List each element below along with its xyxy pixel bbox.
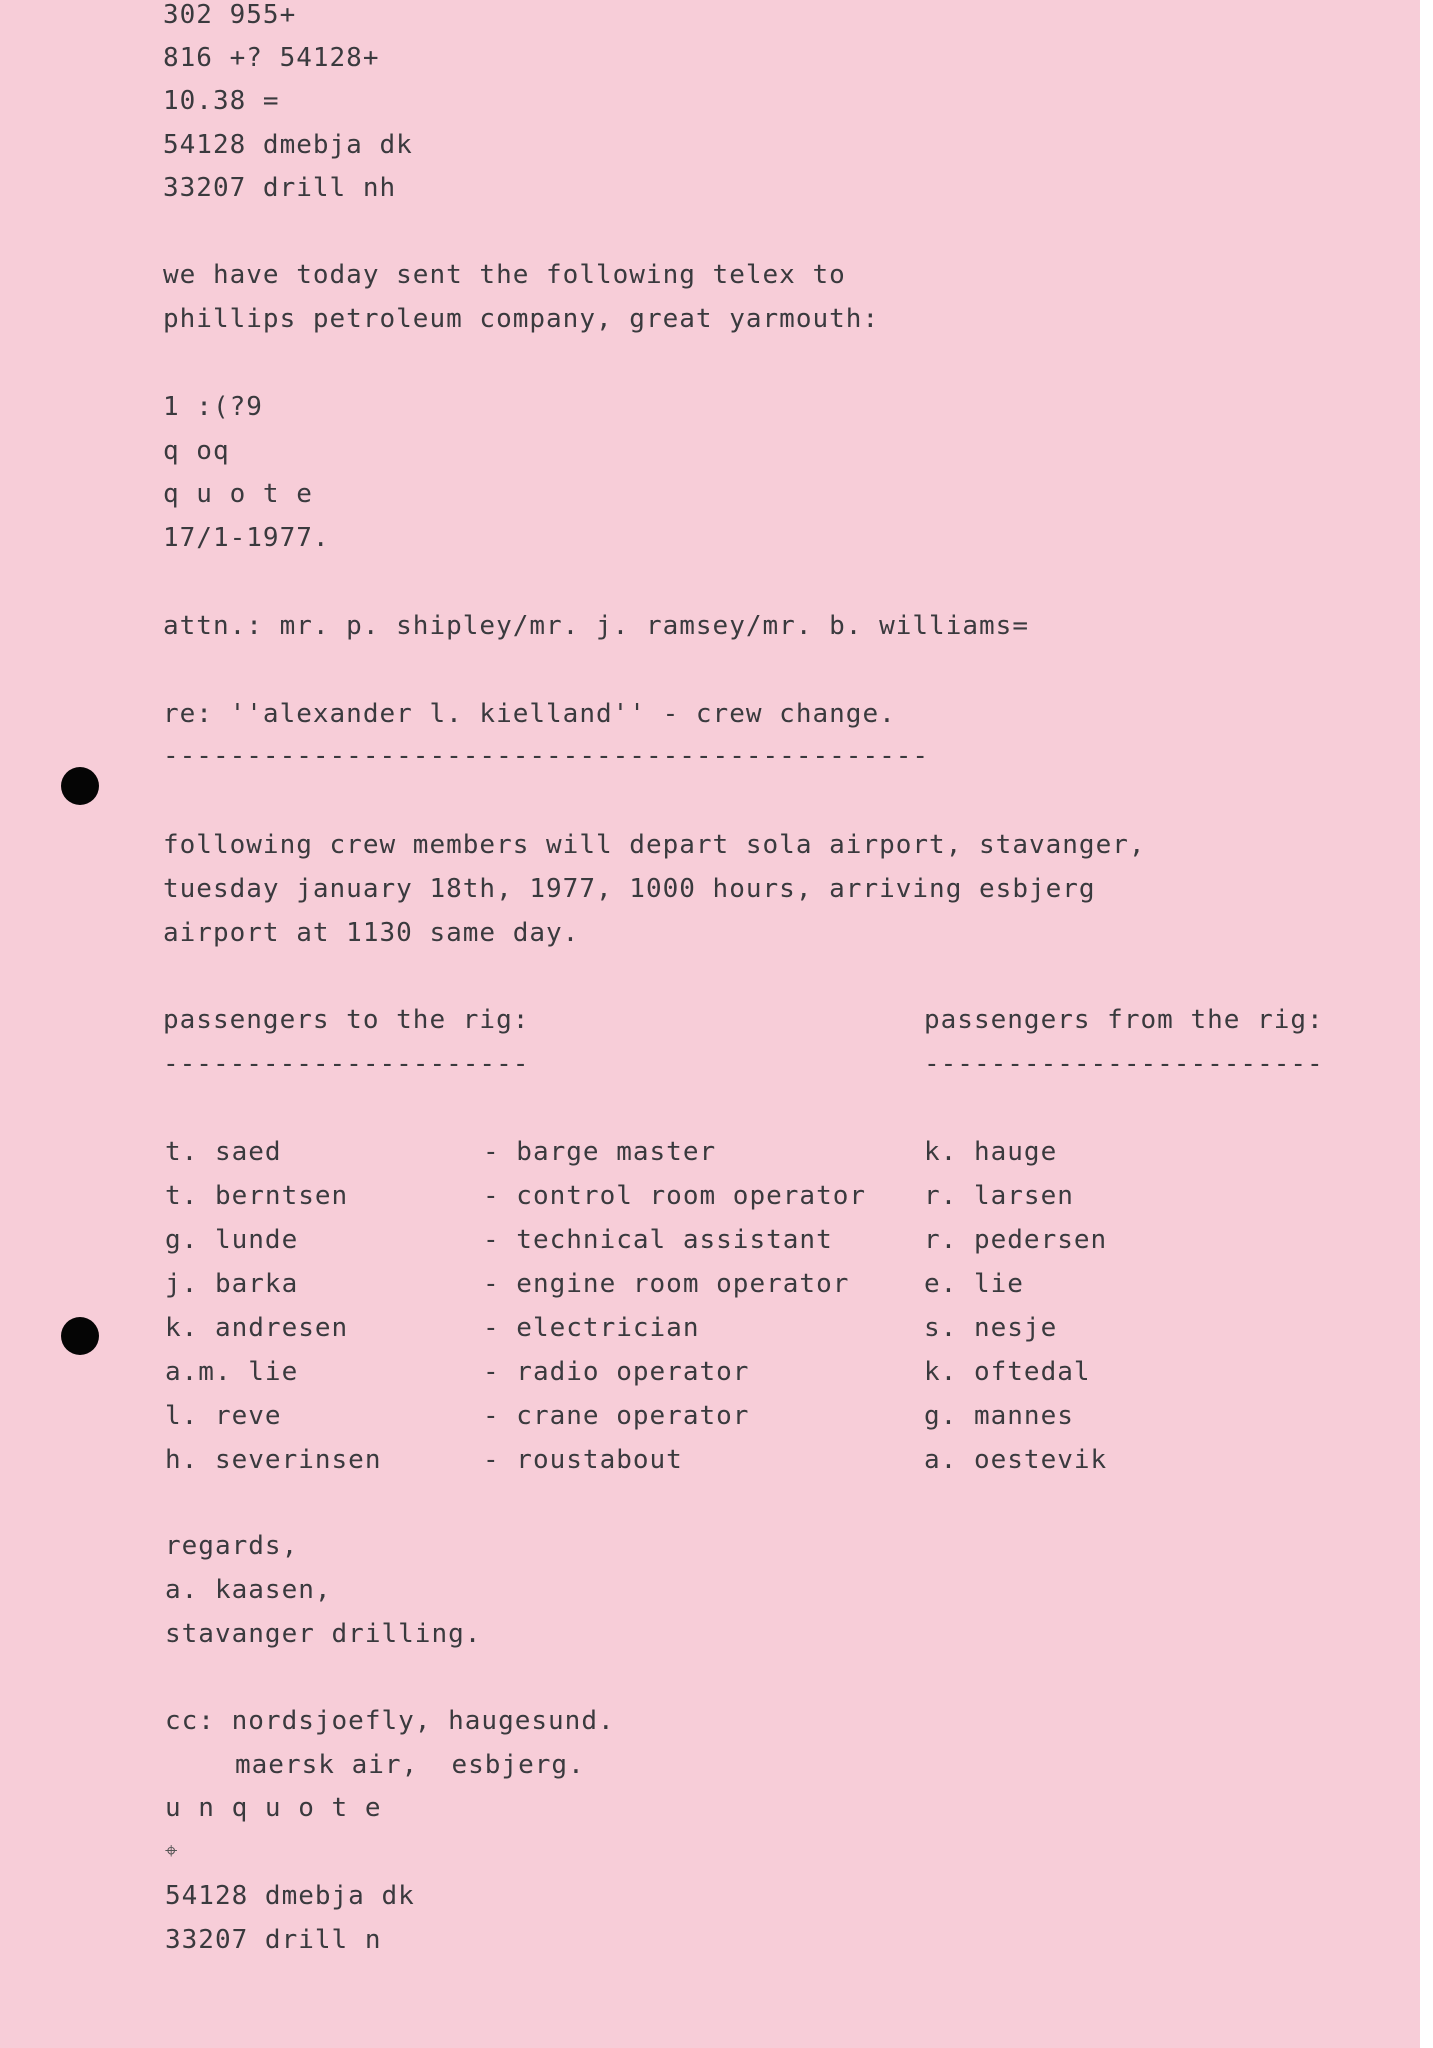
crew-to-name: k. andresen [165, 1313, 349, 1343]
crew-to-name: t. saed [165, 1137, 282, 1167]
crew-role: - engine room operator [483, 1269, 850, 1299]
preamble-line-1: 1 :(?9 [163, 392, 263, 422]
crosshair-symbol-icon: ⌖ [165, 1839, 179, 1864]
preamble-quote: q u o t e [163, 479, 313, 509]
crew-to-name: a.m. lie [165, 1357, 299, 1387]
passengers-from-underline: ------------------------ [924, 1049, 1324, 1079]
closing-regards: regards, [165, 1531, 299, 1561]
crew-role: - crane operator [483, 1401, 750, 1431]
passengers-from-header: passengers from the rig: [924, 1005, 1324, 1035]
unquote-line: u n q u o t e [165, 1793, 382, 1823]
crew-role: - barge master [483, 1137, 717, 1167]
crew-from-name: r. pedersen [924, 1225, 1108, 1255]
body-line-3: airport at 1130 same day. [163, 918, 580, 948]
closing-company: stavanger drilling. [165, 1619, 482, 1649]
preamble-line-2: q oq [163, 436, 230, 466]
crew-to-name: l. reve [165, 1401, 282, 1431]
crew-role: - radio operator [483, 1357, 750, 1387]
header-line-2: 816 +? 54128+ [163, 43, 380, 73]
passengers-to-header: passengers to the rig: [163, 1005, 530, 1035]
cc-line-2: maersk air, esbjerg. [235, 1750, 585, 1780]
intro-line-1: we have today sent the following telex to [163, 260, 846, 290]
crew-from-name: g. mannes [924, 1401, 1074, 1431]
cc-line-1: cc: nordsjoefly, haugesund. [165, 1706, 615, 1736]
crew-to-name: j. barka [165, 1269, 299, 1299]
passengers-to-underline: ---------------------- [163, 1049, 530, 1079]
punch-hole-top [61, 767, 99, 805]
crew-from-name: s. nesje [924, 1313, 1058, 1343]
footer-line-2: 33207 drill n [165, 1925, 382, 1955]
crew-role: - control room operator [483, 1181, 867, 1211]
crew-from-name: r. larsen [924, 1181, 1074, 1211]
crew-from-name: k. hauge [924, 1137, 1058, 1167]
crew-from-name: e. lie [924, 1269, 1024, 1299]
header-line-1: 302 955+ [163, 0, 297, 30]
crew-from-name: k. oftedal [924, 1357, 1091, 1387]
header-line-4: 54128 dmebja dk [163, 130, 413, 160]
body-line-1: following crew members will depart sola airport, stavanger, [163, 830, 1146, 860]
header-line-5: 33207 drill nh [163, 173, 397, 203]
intro-line-2: phillips petroleum company, great yarmouth: [163, 304, 880, 334]
crew-role: - roustabout [483, 1445, 683, 1475]
crew-to-name: t. berntsen [165, 1181, 349, 1211]
header-line-3: 10.38 = [163, 86, 280, 116]
footer-line-1: 54128 dmebja dk [165, 1881, 415, 1911]
closing-signatory: a. kaasen, [165, 1575, 332, 1605]
attention-line: attn.: mr. p. shipley/mr. j. ramsey/mr. b. williams= [163, 611, 1029, 641]
body-line-2: tuesday january 18th, 1977, 1000 hours, arriving esbjerg [163, 874, 1096, 904]
crew-from-name: a. oestevik [924, 1445, 1108, 1475]
crew-role: - electrician [483, 1313, 700, 1343]
crew-to-name: g. lunde [165, 1225, 299, 1255]
crew-to-name: h. severinsen [165, 1445, 382, 1475]
subject-underline: ---------------------------------------------- [163, 741, 930, 771]
punch-hole-bottom [61, 1317, 99, 1355]
preamble-date: 17/1-1977. [163, 523, 330, 553]
crew-role: - technical assistant [483, 1225, 833, 1255]
subject-line: re: ''alexander l. kielland'' - crew change. [163, 699, 896, 729]
